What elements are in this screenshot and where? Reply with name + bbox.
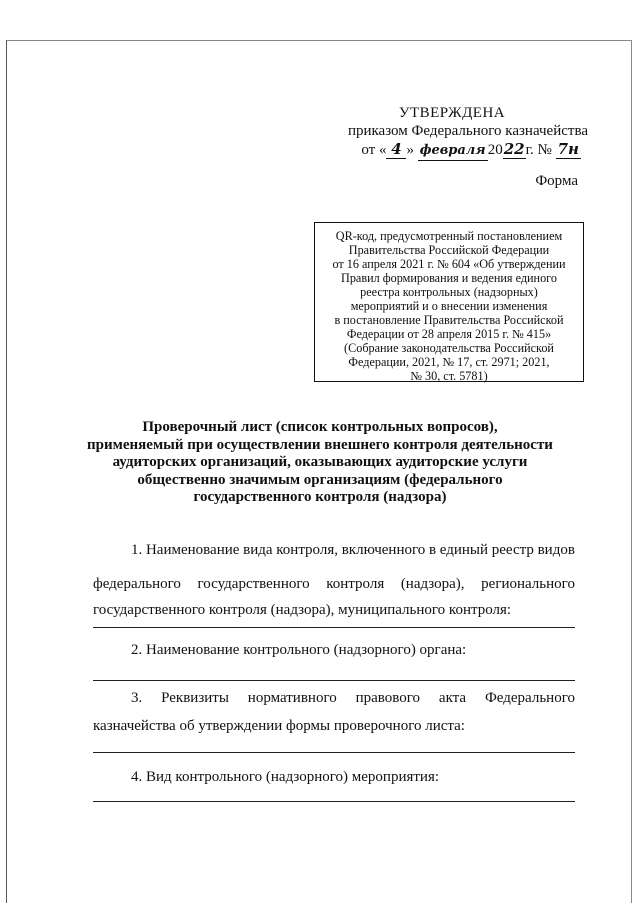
item-4-event-type: 4. Вид контрольного (надзорного) мероприятия:: [131, 769, 440, 785]
approval-date-line: от « 4 » февраля 2022г. № 7н: [328, 140, 581, 161]
qr-note-line: Федерации, 2021, № 17, ст. 2971; 2021,: [348, 355, 550, 369]
qr-note-line: мероприятий и о внесении изменения: [350, 299, 548, 313]
item-3-line-1: 3. Реквизиты нормативного правового акта Федерального: [131, 690, 575, 706]
handwritten-year: 22: [503, 140, 525, 158]
item-1-control-type: [93, 540, 575, 620]
qr-note-line: в постановление Правительства Российской: [334, 313, 564, 327]
qr-note-line: (Собрание законодательства Российской: [344, 341, 554, 355]
form-label: Форма: [535, 173, 578, 189]
fill-line-4: [93, 801, 575, 802]
heading-line: общественно значимым организациям (федерального: [137, 471, 503, 488]
handwritten-day: 4: [386, 140, 406, 159]
qr-note-line: Правительства Российской Федерации: [348, 243, 550, 257]
item-3-line-2: казначейства об утверждении формы проверочного листа:: [93, 718, 465, 734]
fill-line-2: [93, 680, 575, 681]
qr-code-note-box: [314, 222, 584, 382]
qr-note-line: QR-код, предусмотренный постановлением: [335, 229, 563, 243]
qr-note-line: № 30, ст. 5781): [410, 369, 488, 383]
approval-order-line: приказом Федерального казначейства: [347, 123, 588, 139]
handwritten-month: февраля: [418, 142, 488, 161]
heading-line: применяемый при осуществлении внешнего контроля деятельности: [87, 436, 553, 453]
item-3-act-details: [93, 688, 575, 736]
qr-note-line: Правил формирования и ведения единого: [341, 271, 557, 285]
qr-note-line: реестра контрольных (надзорных): [360, 285, 538, 299]
handwritten-order-number: 7н: [557, 140, 579, 158]
qr-note-line: от 16 апреля 2021 г. № 604 «Об утверждении: [332, 257, 566, 271]
heading-line: государственного контроля (надзора): [193, 489, 447, 505]
qr-note-line: Федерации от 28 апреля 2015 г. № 415»: [346, 327, 552, 341]
item-1-line-1: 1. Наименование вида контроля, включенного в единый реестр видов: [131, 542, 575, 558]
document-heading: [60, 419, 580, 507]
fill-line-1: [93, 627, 575, 628]
approval-title: УТВЕРЖДЕНА: [398, 105, 506, 121]
item-2-authority: 2. Наименование контрольного (надзорного) органа:: [131, 642, 467, 658]
fill-line-3: [93, 752, 575, 753]
approval-stamp: [328, 104, 588, 161]
item-1-line-3: государственного контроля (надзора), муниципального контроля:: [93, 602, 512, 618]
heading-line: Проверочный лист (список контрольных вопросов),: [142, 419, 498, 435]
heading-line: аудиторских организаций, оказывающих аудиторские услуги: [112, 454, 528, 470]
item-1-line-2: федерального государственного контроля (надзора), регионального: [93, 576, 575, 592]
